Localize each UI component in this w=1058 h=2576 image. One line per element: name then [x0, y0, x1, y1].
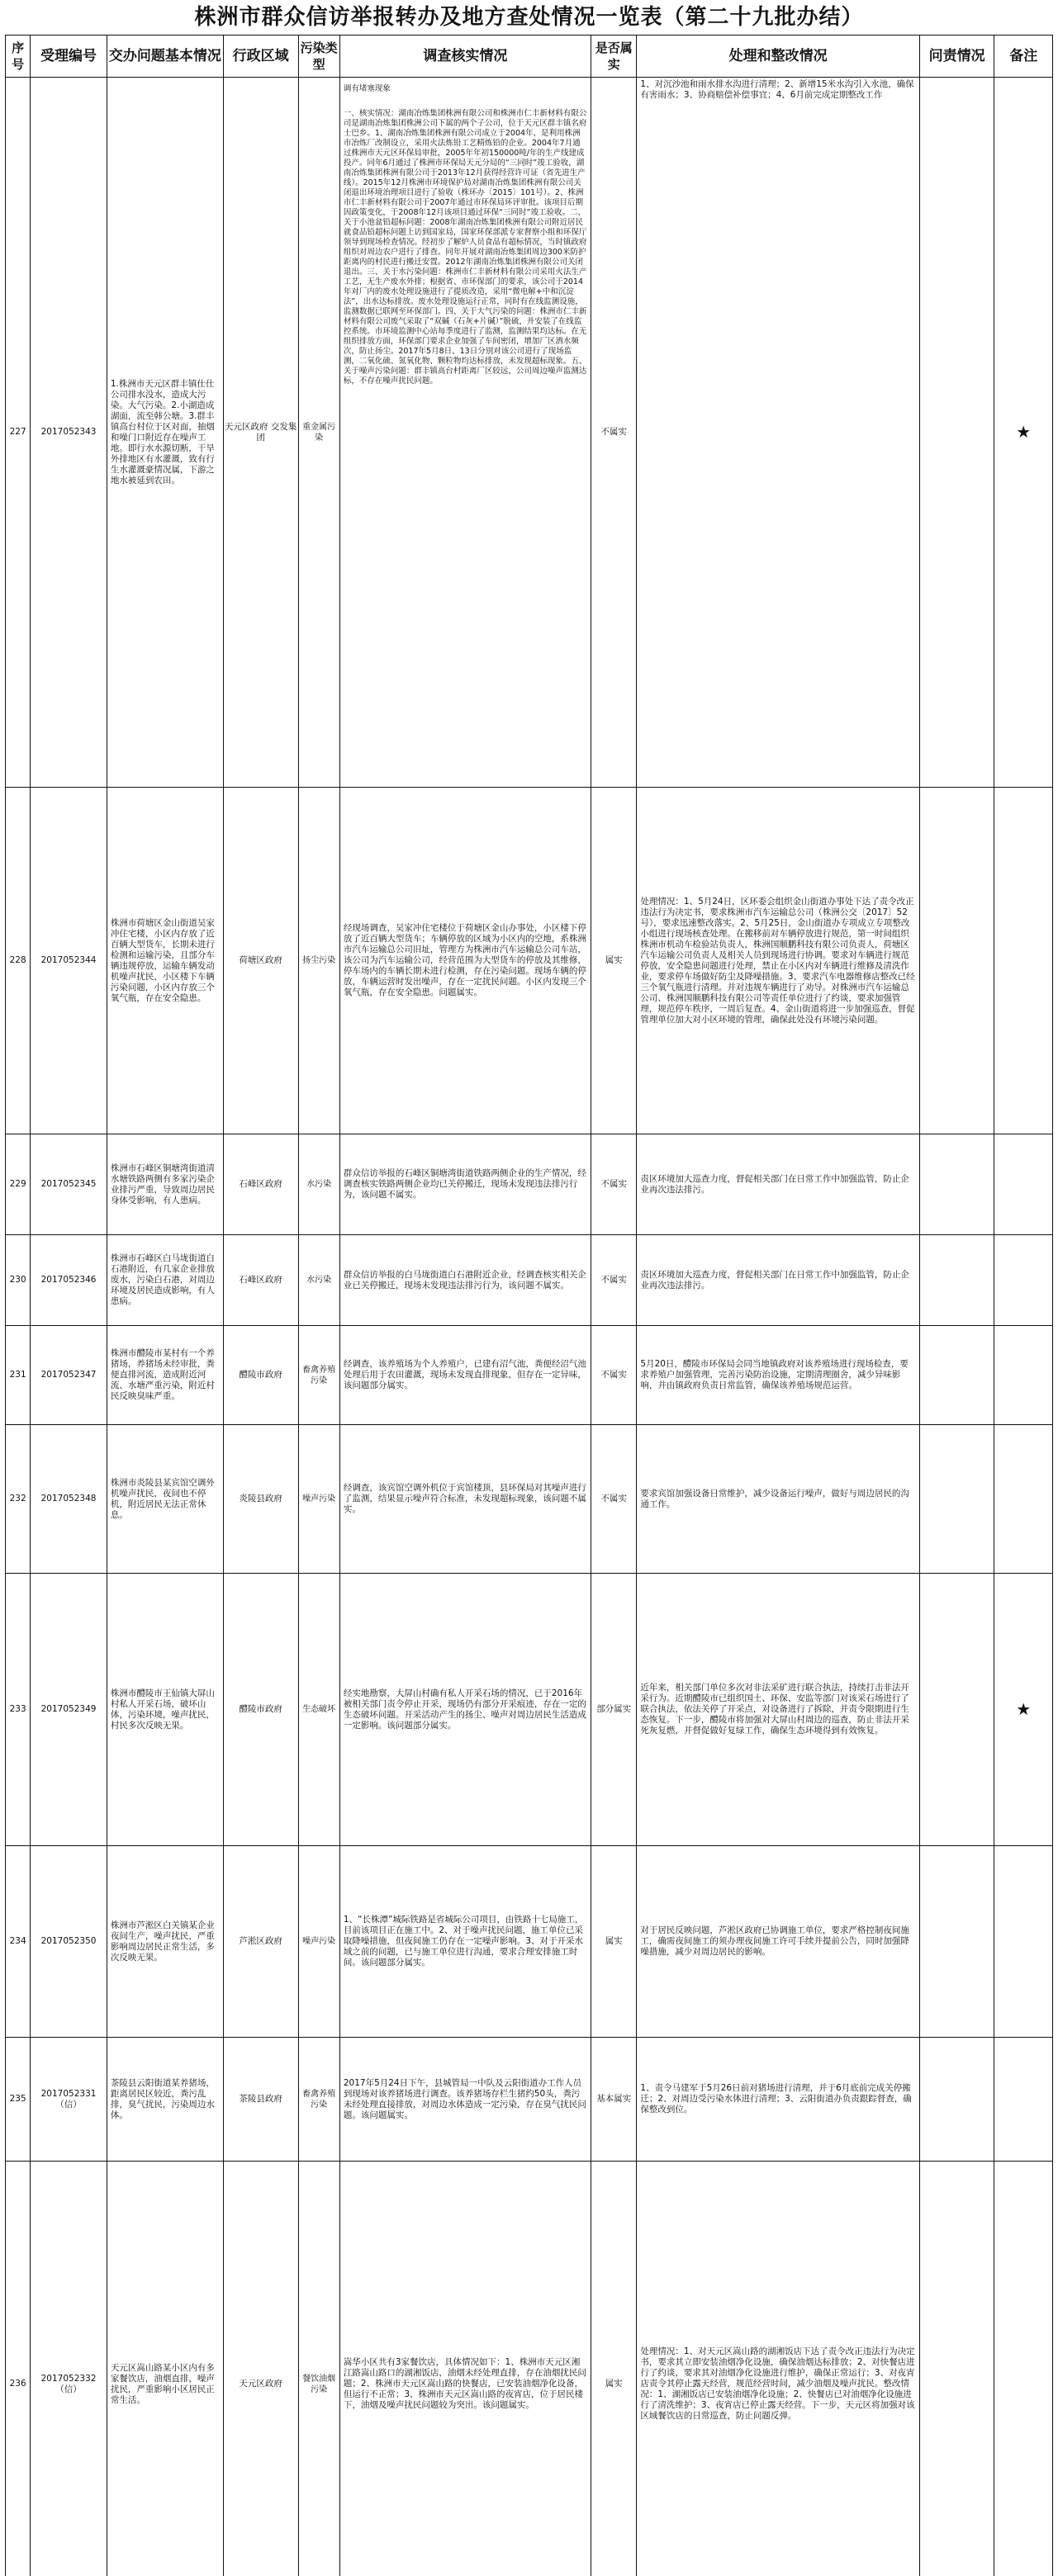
header-seq: 序号 [6, 36, 31, 78]
cell-issue: 1.株洲市天元区群丰镇仕仕公司排水没水，造成大污染。大气污染。2.小湖造成湖面，流至韩公塘。3.群丰镇高台村位于区对面，抽烟和噪门口附近存在噪声工地。即行水水源切断，干旱外排地区有水灌溉，致有行生水灌溉豪情况属，下游之地水被延到农田。 [107, 78, 223, 788]
cell-true: 不属实 [591, 78, 637, 788]
cell-true: 属实 [591, 1846, 637, 2038]
header-accountability: 问责情况 [919, 36, 994, 78]
cell-type: 餐饮油烟污染 [298, 2162, 339, 2576]
cell-region: 茶陵县政府 [223, 2038, 298, 2162]
cell-accountability [919, 1425, 994, 1574]
cell-findings: 经现场调查，吴家冲住宅楼位于荷塘区金山办事处，小区楼下停放了近百辆大型货车；车辆停放的区域为小区内的空地，系株洲市汽车运输总公司旧址，管理方为株洲市汽车运输总公司车站，该公司为汽车运输公司，经营范围为大型货车的停放及其维修，停车场内的车辆长期未进行检测，存在污染问题。现场车辆的停放，车辆运营时发出噪声，存在一定扰民问题。小区内发现三个氧气瓶，存在安全隐患。问题属实。 [339, 788, 591, 1134]
cell-issue: 株洲市芦淞区白关镇某企业夜间生产，噪声扰民，严重影响周边居民正常生活，多次反映无果。 [107, 1846, 223, 2038]
cell-type: 噪声污染 [298, 1425, 339, 1574]
cell-issue: 株洲市炎陵县某宾馆空调外机噪声扰民，夜间也不停机，附近居民无法正常休息。 [107, 1425, 223, 1574]
cell-findings: 2017年5月24日下午，县城管局一中队及云阳街道办工作人员到现场对该养猪场进行调查。该养猪场存栏生猪约50头，粪污未经处理直接排放，对周边水体造成一定污染，存在臭气扰民问题。该问题属实。 [339, 2038, 591, 2162]
header-findings: 调查核实情况 [339, 36, 591, 78]
cell-code: 2017052345 [31, 1134, 107, 1235]
cell-code: 2017052347 [31, 1326, 107, 1425]
cell-handling: 对于居民反映问题，芦淞区政府已协调施工单位，要求严格控制夜间施工，确需夜间施工的须办理夜间施工许可手续并提前公告，同时加强降噪措施，减少对周边居民的影响。 [637, 1846, 919, 2038]
table-header-row [6, 36, 1053, 78]
cell-true: 部分属实 [591, 1574, 637, 1846]
cell-remark [994, 1425, 1053, 1574]
cell-issue: 株洲市醴陵市某村有一个养猪场，养猪场未经审批，粪便直排河流，造成附近河流、水塘严重污染，附近村民反映臭味严重。 [107, 1326, 223, 1425]
document-title: 株洲市群众信访举报转办及地方查处情况一览表（第二十九批办结） [194, 5, 864, 30]
cell-region: 炎陵县政府 [223, 1425, 298, 1574]
cell-type: 生态破坏 [298, 1574, 339, 1846]
cell-region: 醴陵市政府 [223, 1326, 298, 1425]
cell-true: 基本属实 [591, 2038, 637, 2162]
cell-accountability [919, 78, 994, 788]
cell-issue: 天元区嵩山路某小区内有多家餐饮店，油烟直排，噪声扰民，严重影响小区居民正常生活。 [107, 2162, 223, 2576]
table-row [6, 2162, 1053, 2576]
cell-code: 2017052350 [31, 1846, 107, 2038]
cell-seq: 231 [6, 1326, 31, 1425]
cell-issue: 株洲市石峰区白马垅街道白石港附近，有几家企业排放废水，污染白石港，对周边环境及居民造成影响，有人患病。 [107, 1235, 223, 1326]
cell-issue: 株洲市醴陵市王仙镇大屏山村私人开采石场，破坏山体，污染环境，噪声扰民，村民多次反映无果。 [107, 1574, 223, 1846]
cell-accountability [919, 2038, 994, 2162]
cell-type: 重金属污染 [298, 78, 339, 788]
cell-handling: 处理情况：1、对天元区嵩山路的湖湘饭店下达了责令改正违法行为决定书，要求其立即安装油烟净化设施，确保油烟达标排放；2、对快餐店进行了约谈，要求其对油烟净化设施进行维护，确保正常运行；3、对夜宵店责令其停止露天经营，规范经营时间，减少油烟及噪声扰民。整改情况：1、湖湘饭店已安装油烟净化设施；2、快餐店已对油烟净化设施进行了清洗维护；3、夜宵店已停止露天经营。下一步，天元区将加强对该区域餐饮店的日常巡查，防止问题反弹。 [637, 2162, 919, 2576]
cell-code: 2017052343 [31, 78, 107, 788]
cell-region: 芦淞区政府 [223, 1846, 298, 2038]
cell-remark [994, 1846, 1053, 2038]
cell-issue: 株洲市荷塘区金山街道吴家冲住宅楼，小区内存放了近百辆大型货车，长期未进行检测和运输污染，且部分车辆违规停放，运输车辆发动机噪声扰民，小区楼下车辆污染问题，小区内存放三个氧气瓶，存在安全隐患。 [107, 788, 223, 1134]
header-remark: 备注 [994, 36, 1053, 78]
cell-seq: 233 [6, 1574, 31, 1846]
cell-type: 畜禽养殖污染 [298, 2038, 339, 2162]
cell-seq: 229 [6, 1134, 31, 1235]
cell-seq: 235 [6, 2038, 31, 2162]
cell-region: 醴陵市政府 [223, 1574, 298, 1846]
cell-findings: 1、“长株潭”城际铁路是省城际公司项目，由铁路十七局施工，目前该项目正在施工中。2、对于噪声扰民问题，施工单位已采取降噪措施，但夜间施工仍存在一定噪声影响。3、对于开采水域之前的问题，已与施工单位进行沟通，要求合理安排施工时间。该问题部分属实。 [339, 1846, 591, 2038]
cell-type: 扬尘污染 [298, 788, 339, 1134]
cell-true: 不属实 [591, 1425, 637, 1574]
star-mark: ★ [994, 78, 1053, 788]
header-true: 是否属实 [591, 36, 637, 78]
cell-handling: 要求宾馆加强设备日常维护，减少设备运行噪声，做好与周边居民的沟通工作。 [637, 1425, 919, 1574]
cell-true: 不属实 [591, 1326, 637, 1425]
cell-handling: 5月20日，醴陵市环保局会同当地镇政府对该养殖场进行现场检查，要求养殖户加强管理，完善污染防治设施，定期清理圈舍，减少异味影响，并由镇政府负责日常监管，确保该养殖场规范运营。 [637, 1326, 919, 1425]
cell-code: 2017052348 [31, 1425, 107, 1574]
cell-accountability [919, 1574, 994, 1846]
complaint-table [5, 35, 1053, 2576]
cell-accountability [919, 1846, 994, 2038]
star-mark: ★ [994, 1574, 1053, 1846]
cell-region: 石峰区政府 [223, 1134, 298, 1235]
table-row [6, 2038, 1053, 2162]
table-row [6, 1425, 1053, 1574]
findings-top-note: 调有堵塞现象 [343, 84, 391, 93]
table-row [6, 788, 1053, 1134]
cell-seq: 236 [6, 2162, 31, 2576]
cell-code: 2017052331（信） [31, 2038, 107, 2162]
cell-accountability [919, 1326, 994, 1425]
cell-code: 2017052344 [31, 788, 107, 1134]
cell-seq: 228 [6, 788, 31, 1134]
table-row [6, 1235, 1053, 1326]
cell-remark [994, 788, 1053, 1134]
cell-findings: 经实地勘察，大屏山村确有私人开采石场的情况，已于2016年被相关部门责令停止开采，现场仍有部分开采痕迹，存在一定的生态破坏问题。开采活动产生的扬尘、噪声对周边居民生活造成一定影响。该问题部分属实。 [339, 1574, 591, 1846]
cell-type: 畜禽养殖污染 [298, 1326, 339, 1425]
cell-type: 水污染 [298, 1235, 339, 1326]
cell-type: 噪声污染 [298, 1846, 339, 2038]
cell-handling: 责区环境加大巡查力度，督促相关部门在日常工作中加强监管，防止企业再次违法排污。 [637, 1235, 919, 1326]
cell-handling: 责区环境加大巡查力度，督促相关部门在日常工作中加强监管，防止企业再次违法排污。 [637, 1134, 919, 1235]
header-issue: 交办问题基本情况 [107, 36, 223, 78]
cell-seq: 234 [6, 1846, 31, 2038]
cell-findings: 经调查，该养殖场为个人养殖户，已建有沼气池，粪便经沼气池处理后用于农田灌溉，现场未发现直排现象，但存在一定异味，该问题部分属实。 [339, 1326, 591, 1425]
cell-handling: 1、对沉沙池和雨水排水沟进行清理；2、新增15米水沟引入水池，确保有害雨水；3、协商赔偿补偿事宜；4、6月前完成定期整改工作 [637, 78, 919, 788]
cell-remark [994, 1326, 1053, 1425]
cell-accountability [919, 2162, 994, 2576]
cell-seq: 232 [6, 1425, 31, 1574]
cell-type: 水污染 [298, 1134, 339, 1235]
cell-findings: 嵩华小区共有3家餐饮店，具体情况如下：1、株洲市天元区湘江路嵩山路口的湖湘饭店，油烟未经处理直排，存在油烟扰民问题；2、株洲市天元区嵩山路的快餐店，已安装油烟净化设备，但运行不正常；3、株洲市天元区嵩山路的夜宵店，位于居民楼下，油烟及噪声扰民问题较为突出。该问题属实。 [339, 2162, 591, 2576]
cell-findings [339, 78, 591, 788]
table-row [6, 78, 1053, 788]
cell-handling: 近年来，相关部门单位多次对非法采矿进行联合执法，持续打击非法开采行为。近期醴陵市已组织国土、环保、安监等部门对该采石场进行了联合执法，依法关停了开采点，对设备进行了拆除，并责令限期进行生态恢复。下一步，醴陵市将加强对大屏山村周边的巡查，防止非法开采死灰复燃，并督促做好复绿工作，确保生态环境得到有效恢复。 [637, 1574, 919, 1846]
header-region: 行政区域 [223, 36, 298, 78]
cell-seq: 227 [6, 78, 31, 788]
cell-true: 属实 [591, 788, 637, 1134]
table-row [6, 1134, 1053, 1235]
header-code: 受理编号 [31, 36, 107, 78]
cell-handling: 处理情况：1、5月24日，区环委会组织金山街道办事处下达了责令改正违法行为决定书，要求株洲市汽车运输总公司（株洲公交〔2017〕52号），要求迅速整改落实。2、5月25日，金山街道办专项成立专项整改小组进行现场核查处理。在搬移前对车辆停放进行规范，第一时间组织株洲市机动车检验站负责人，株洲国顺鹏科技有限公司负责人，荷塘区汽车运输公司负责人及相关人员到现场进行协调。要求对车辆进行规范停放，安全隐患问题进行处理，禁止在小区内对车辆进行维修及清洗作业，要求停车场做好防尘及降噪措施。3、要求汽车电器维修店整改已经三个氧气瓶进行清理。并对违规车辆进行了劝导。对株洲市汽车运输总公司、株洲国顺鹏科技有限公司等责任单位进行了约谈，要求加强管理，规范停车秩序，一周后复查。4、金山街道将进一步加强巡查，督促管理单位加大对小区环境的管理，确保此处没有环境污染问题。 [637, 788, 919, 1134]
cell-findings: 经调查，该宾馆空调外机位于宾馆楼顶，县环保局对其噪声进行了监测，结果显示噪声符合标准，未发现超标现象，该问题不属实。 [339, 1425, 591, 1574]
header-handling: 处理和整改情况 [637, 36, 919, 78]
cell-true: 属实 [591, 2162, 637, 2576]
cell-region: 天元区政府 [223, 2162, 298, 2576]
cell-true: 不属实 [591, 1235, 637, 1326]
cell-findings: 群众信访举报的白马垅街道白石港附近企业，经调查核实相关企业已关停搬迁，现场未发现违法排污行为，该问题不属实。 [339, 1235, 591, 1326]
findings-text: 一、核实情况：湖南冶炼集团株洲有限公司和株洲市仁丰新材料有限公司是湖南冶炼集团株洲公司下属的两个子公司，位于天元区群丰镇名府士巴乡。1、湖南冶炼集团株洲有限公司成立于2004年，是利用株洲市冶炼厂改制设立，采用火法炼铅工艺精炼铅的企业。2004年7月通过株洲市天元区环保局审批，2005年年初150000吨/年的生产线建成投产。同年6月通过了株洲市环保局天元分局的“三同时”竣工验收，湖南冶炼集团株洲有限公司于2013年12月获得经营许可证（省先进生产线）。2015年12月株洲市环境保护局对湖南冶炼集团株洲有限公司关闭退出环境治理项目进行了验收（株环办〔2015〕101号）。2、株洲市仁丰新材料有限公司于2007年通过市环保局环评审批。该项目后期因政策变化，于2008年12月该项目通过环保“三同时”竣工验收。二、关于小池盆铅超标问题：2008年湖南冶炼集团株洲有限公司附近居民就食品铅超标问题上访到国家局，国家环保部派专家督察小组和环保厅领导到现场检查情况。经初步了解炉人员食品有超标情况，当时镇政府组织对周边农户进行了排查。同年开展对湖南冶炼集团周边300米防护距离内的村民进行搬迁安置。2012年湖南冶炼集团株洲有限公司关闭退出。三、关于水污染问题：株洲市仁丰新材料有限公司采用火法生产工艺，无生产废水外排；根据省、市环保部门的要求，该公司于2014年对厂内的废水处理设施进行了提质改造，采用“微电解+中和沉淀法”，出水达标排放。废水处理设施运行正常，同时有在线监测设施，监测数据已联网至环保部门。四、关于大气污染的问题：株洲市仁丰新材料有限公司废气采取了“双碱（石灰+片碱）”脱硫，并安装了在线监控系统。市环境监测中心站每季度进行了监测，监测结果均达标。在无组织排放方面，环保部门要求企业加强了车间密闭，增加厂区洒水频次，防止扬尘。2017年5月8日、13日分别对该公司进行了现场监测，二氧化硫、氮氧化物、颗粒物均达标排放，未发现超标现象。五、关于噪声污染问题：群丰镇高台村距离厂区较远，公司周边噪声监测达标，不存在噪声扰民问题。 [343, 109, 587, 386]
cell-accountability [919, 1235, 994, 1326]
cell-region: 石峰区政府 [223, 1235, 298, 1326]
cell-issue: 茶陵县云阳街道某养猪场，距离居民区较近，粪污乱排，臭气扰民，污染周边水体。 [107, 2038, 223, 2162]
cell-remark [994, 1134, 1053, 1235]
cell-remark [994, 2162, 1053, 2576]
cell-remark [994, 1235, 1053, 1326]
cell-handling: 1、责令马建军于5月26日前对猪场进行清理，并于6月底前完成关停搬迁；2、对周边受污染水体进行清理；3、云阳街道办负责跟踪督查，确保整改到位。 [637, 2038, 919, 2162]
cell-findings: 群众信访举报的石峰区铜塘湾街道铁路两侧企业的生产情况，经调查核实铁路两侧企业均已关停搬迁，现场未发现违法排污行为，该问题不属实。 [339, 1134, 591, 1235]
table-row [6, 1574, 1053, 1846]
table-row [6, 1326, 1053, 1425]
cell-true: 不属实 [591, 1134, 637, 1235]
cell-accountability [919, 788, 994, 1134]
cell-region: 天元区政府 交发集团 [223, 78, 298, 788]
cell-seq: 230 [6, 1235, 31, 1326]
cell-code: 2017052349 [31, 1574, 107, 1846]
cell-code: 2017052332（信） [31, 2162, 107, 2576]
cell-region: 荷塘区政府 [223, 788, 298, 1134]
header-type: 污染类型 [298, 36, 339, 78]
cell-issue: 株洲市石峰区铜塘湾街道清水塘铁路两侧有多家污染企业排污严重，导致周边居民身体受影响，有人患病。 [107, 1134, 223, 1235]
cell-code: 2017052346 [31, 1235, 107, 1326]
cell-remark [994, 2038, 1053, 2162]
table-row [6, 1846, 1053, 2038]
cell-accountability [919, 1134, 994, 1235]
